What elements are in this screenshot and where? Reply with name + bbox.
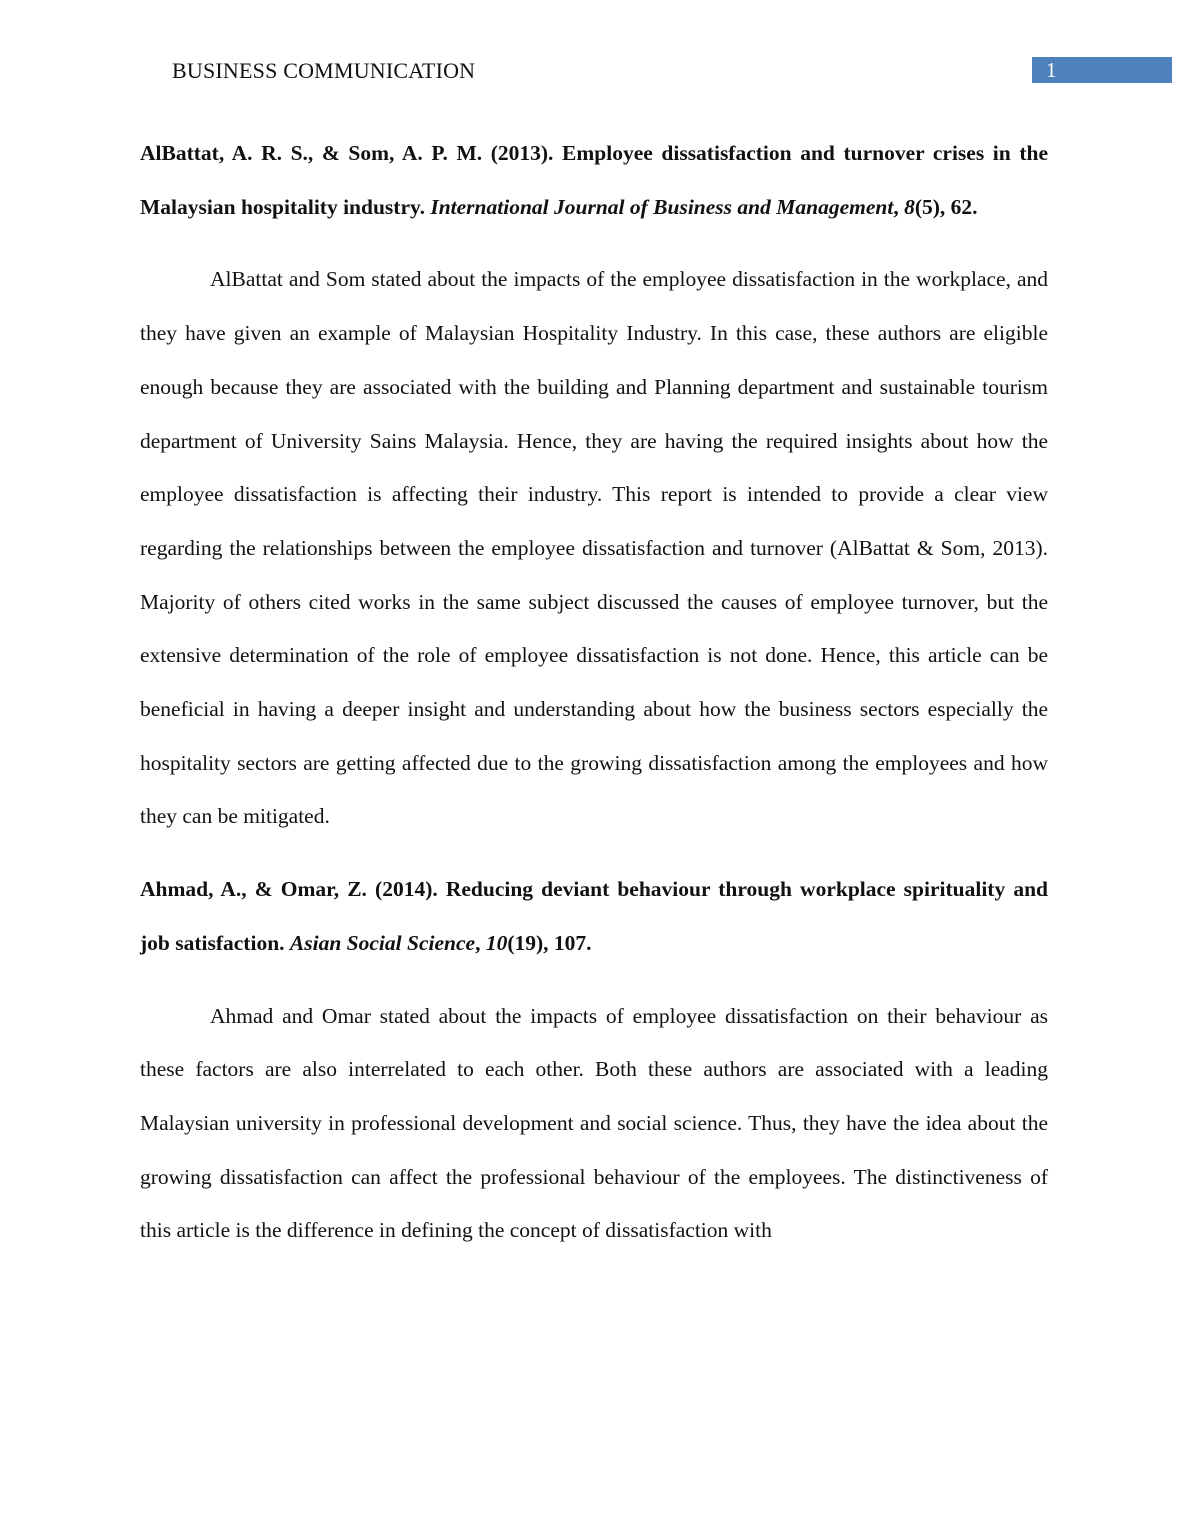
page-number-badge [1032, 57, 1172, 83]
reference-2-authors-year: Ahmad, A., & Omar, Z. (2014). [140, 877, 438, 902]
reference-entry-2 [140, 863, 1048, 970]
reference-1-volume: 8 [904, 194, 915, 219]
reference-1-journal: International Journal of Business and Management [430, 194, 894, 219]
page-number: 1 [1046, 58, 1057, 82]
reference-2-issue-pages: (19), 107. [507, 930, 592, 955]
annotation-paragraph-1: AlBattat and Som stated about the impacts of the employee dissatisfaction in the workplace, and they have given an example of Malaysian Hospitality Industry. In this case, these authors are eligible enough because they are associated with the building and Planning department and sustainable tourism department of University Sains Malaysia. Hence, they are having the required insights about how the employee dissatisfaction is affecting their industry. This report is intended to provide a clear view regarding the relationships between the employee dissatisfaction and turnover (AlBattat & Som, 2013). Majority of others cited works in the same subject discussed the causes of employee turnover, but the extensive determination of the role of employee dissatisfaction is not done. Hence, this article can be beneficial in having a deeper insight and understanding about how the business sectors especially the hospitality sectors are getting affected due to the growing dissatisfaction among the employees and how they can be mitigated. [140, 267, 1048, 829]
running-head: BUSINESS COMMUNICATION [172, 58, 476, 83]
reference-1-issue-pages: (5), 62. [914, 194, 978, 219]
reference-2-journal: Asian Social Science [289, 930, 476, 955]
annotated-bibliography [140, 127, 1048, 1277]
reference-1-title: Employee dissatisfaction and turnover crises in the Malaysian hospitality industry. [140, 141, 1048, 219]
reference-1-comma: , [893, 194, 899, 219]
reference-2-volume: 10 [485, 930, 508, 955]
reference-1-authors-year: AlBattat, A. R. S., & Som, A. P. M. (2013). [140, 141, 554, 165]
reference-2-comma: , [475, 930, 481, 955]
reference-2-title: Reducing deviant behaviour through workplace spirituality and job satisfaction. [140, 877, 1048, 955]
reference-entry-1 [140, 127, 1048, 234]
annotation-paragraph-2: Ahmad and Omar stated about the impacts of employee dissatisfaction on their behaviour as these factors are also interrelated to each other. Both these authors are associated with a leading Malaysian university in professional development and social science. Thus, they have the idea about the growing dissatisfaction can affect the professional behaviour of the employees. The distinctiveness of this article is the difference in defining the concept of dissatisfaction with [140, 1003, 1048, 1243]
